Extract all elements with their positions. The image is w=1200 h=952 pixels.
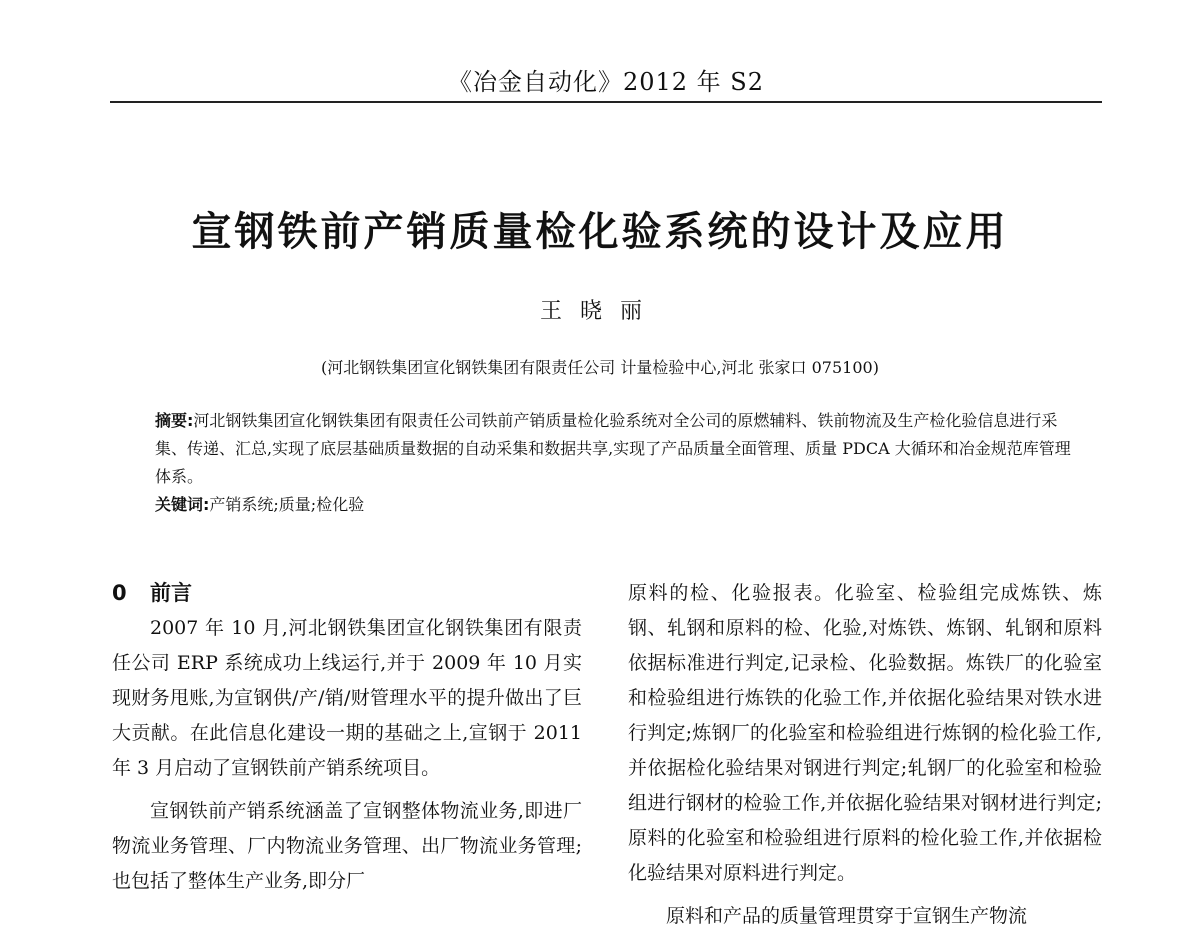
abstract-text xyxy=(155,407,1075,491)
header-divider xyxy=(110,101,1102,103)
right-column xyxy=(628,576,1102,934)
left-paragraph-2: 宣钢铁前产销系统涵盖了宣钢整体物流业务,即进厂物流业务管理、厂内物流业务管理、出厂物流业务管理;也包括了整体生产业务,即分厂 xyxy=(112,800,582,892)
section-number: 0 xyxy=(112,581,127,605)
keywords-label: 关键词: xyxy=(155,495,210,514)
paper-title: 宣钢铁前产销质量检化验系统的设计及应用 xyxy=(191,209,1009,255)
affiliation: (河北钢铁集团宣化钢铁集团有限责任公司 计量检验中心,河北 张家口 075100) xyxy=(321,358,879,377)
abstract-label: 摘要: xyxy=(155,411,194,430)
journal-header: 《冶金自动化》2012 年 S2 xyxy=(447,68,765,96)
right-paragraph-2: 原料和产品的质量管理贯穿于宣钢生产物流 xyxy=(666,905,1028,927)
abstract-body: 河北钢铁集团宣化钢铁集团有限责任公司铁前产销质量检化验系统对全公司的原燃辅料、铁前物流及生产检化验信息进行采集、传递、汇总,实现了底层基础质量数据的自动采集和数据共享,实现了产品质量全面管理、质量 PDCA 大循环和冶金规范库管理体系。 xyxy=(155,411,1071,486)
abstract xyxy=(155,407,1075,519)
right-paragraph-1: 原料的检、化验报表。化验室、检验组完成炼铁、炼钢、轧钢和原料的检、化验,对炼铁、炼钢、轧钢和原料依据标准进行判定,记录检、化验数据。炼铁厂的化验室和检验组进行炼铁的化验工作,并依据化验结果对铁水进行判定;炼钢厂的化验室和检验组进行炼钢的检化验工作,并依据检化验结果对钢进行判定;轧钢厂的化验室和检验组进行钢材的检验工作,并依据化验结果对钢材进行判定;原料的化验室和检验组进行原料的检化验工作,并依据检化验结果对原料进行判定。 xyxy=(628,582,1102,884)
left-paragraph-1: 2007 年 10 月,河北钢铁集团宣化钢铁集团有限责任公司 ERP 系统成功上线运行,并于 2009 年 10 月实现财务甩账,为宣钢供/产/销/财管理水平的提升做出了巨大贡献。在此信息化建设一期的基础之上,宣钢于 2011 年 3 月启动了宣钢铁前产销系统项目。 xyxy=(112,617,582,779)
section-heading xyxy=(112,576,582,611)
section-title: 前言 xyxy=(150,581,192,605)
author: 王晓丽 xyxy=(539,299,660,324)
keywords: 产销系统;质量;检化验 xyxy=(209,495,365,514)
keywords-line xyxy=(155,491,1075,519)
left-column xyxy=(112,576,582,899)
